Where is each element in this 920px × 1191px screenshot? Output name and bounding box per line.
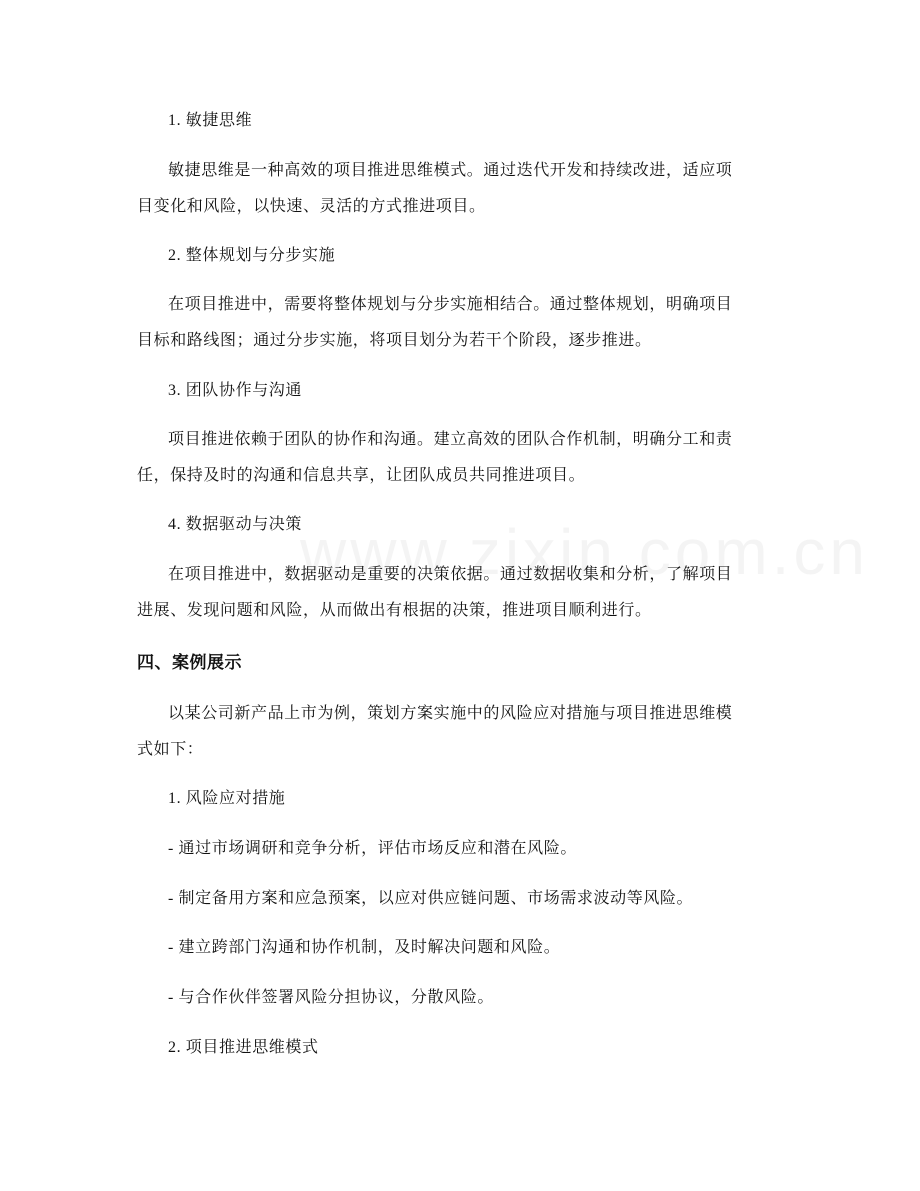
list-item: - 建立跨部门沟通和协作机制，及时解决问题和风险。 bbox=[168, 939, 561, 956]
subsection-title-thinking-mode: 2. 项目推进思维模式 bbox=[168, 1039, 319, 1056]
section-heading: 四、案例展示 bbox=[137, 653, 242, 673]
paragraph-line: 目变化和风险，以快速、灵活的方式推进项目。 bbox=[137, 198, 486, 215]
paragraph-line: 目标和路线图；通过分步实施，将项目划分为若干个阶段，逐步推进。 bbox=[137, 332, 652, 349]
paragraph-line: 在项目推进中，数据驱动是重要的决策依据。通过数据收集和分析，了解项目 bbox=[168, 566, 733, 583]
subsection-title-teamwork: 3. 团队协作与沟通 bbox=[168, 382, 303, 399]
subsection-title-agile: 1. 敏捷思维 bbox=[168, 112, 253, 129]
paragraph-line: 项目推进依赖于团队的协作和沟通。建立高效的团队合作机制，明确分工和责 bbox=[168, 431, 733, 448]
subsection-title-data-driven: 4. 数据驱动与决策 bbox=[168, 516, 303, 533]
paragraph-line: 以某公司新产品上市为例，策划方案实施中的风险应对措施与项目推进思维模 bbox=[168, 705, 733, 722]
list-item: - 制定备用方案和应急预案，以应对供应链问题、市场需求波动等风险。 bbox=[168, 890, 694, 907]
paragraph-line: 任，保持及时的沟通和信息共享，让团队成员共同推进项目。 bbox=[137, 467, 586, 484]
paragraph-line: 在项目推进中，需要将整体规划与分步实施相结合。通过整体规划，明确项目 bbox=[168, 296, 733, 313]
paragraph-line: 式如下： bbox=[137, 741, 204, 758]
paragraph-line: 敏捷思维是一种高效的项目推进思维模式。通过迭代开发和持续改进，适应项 bbox=[168, 162, 733, 179]
subsection-title-risk: 1. 风险应对措施 bbox=[168, 790, 286, 807]
subsection-title-planning: 2. 整体规划与分步实施 bbox=[168, 247, 336, 264]
paragraph-line: 进展、发现问题和风险，从而做出有根据的决策，推进项目顺利进行。 bbox=[137, 602, 652, 619]
list-item: - 与合作伙伴签署风险分担协议，分散风险。 bbox=[168, 989, 494, 1006]
list-item: - 通过市场调研和竞争分析，评估市场反应和潜在风险。 bbox=[168, 840, 577, 857]
